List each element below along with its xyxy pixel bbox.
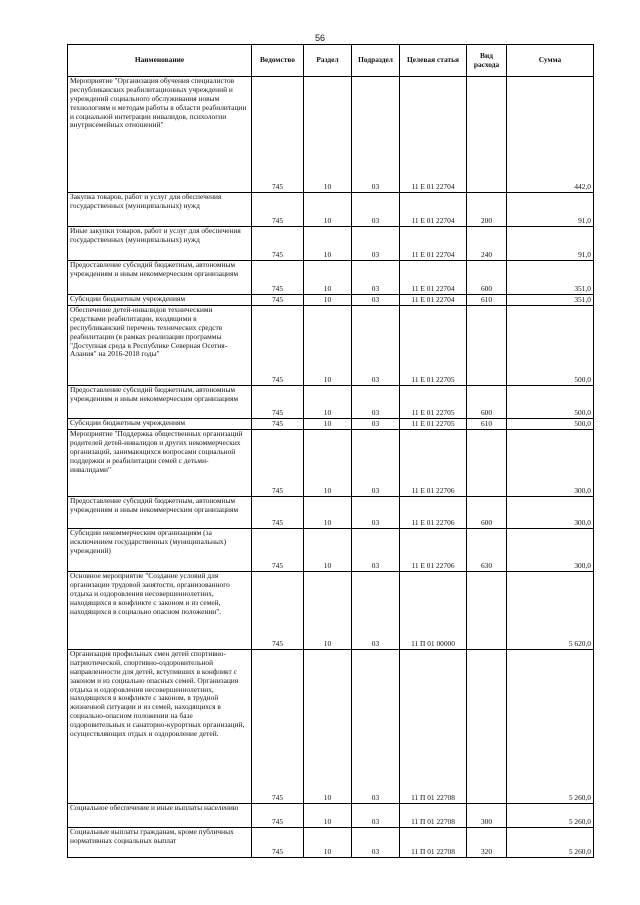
row-expense-type: [467, 306, 507, 386]
table-row: [68, 804, 594, 828]
row-department: 745: [252, 497, 304, 529]
row-section: 10: [304, 193, 352, 227]
row-amount: 500,0: [507, 386, 594, 419]
row-section: 10: [304, 430, 352, 497]
row-department: 745: [252, 306, 304, 386]
row-name: Социальные выплаты гражданам, кроме публичных нормативных социальных выплат: [68, 828, 252, 858]
row-target-article: 11 П 01 22708: [400, 650, 467, 804]
row-department: 745: [252, 650, 304, 804]
row-expense-type: [467, 430, 507, 497]
table-row: [68, 193, 594, 227]
table-row: [68, 430, 594, 497]
row-name: Предоставление субсидий бюджетным, автономным учреждениям и иным некоммерческим организациям: [68, 386, 252, 419]
row-name: Основное мероприятие "Создание условий для организации трудовой занятости, организованного отдыха и оздоровления несовершеннолетних, находящихся в конфликте с законом и из семей, находящихся в социально опасном положении".: [68, 572, 252, 650]
table-row: [68, 650, 594, 804]
row-section: 10: [304, 306, 352, 386]
row-amount: 300,0: [507, 497, 594, 529]
row-subsection: 03: [352, 193, 400, 227]
row-amount: 351,0: [507, 261, 594, 295]
row-subsection: 03: [352, 419, 400, 430]
row-subsection: 03: [352, 77, 400, 193]
table-row: [68, 77, 594, 193]
row-amount: 5 260,0: [507, 828, 594, 858]
row-target-article: 11 Е 01 22704: [400, 295, 467, 306]
row-name: Субсидии бюджетным учреждениям: [68, 419, 252, 430]
row-subsection: 03: [352, 572, 400, 650]
header-amount: Сумма: [507, 45, 594, 77]
table-row: [68, 306, 594, 386]
table-row: [68, 497, 594, 529]
row-target-article: 11 Е 01 22706: [400, 529, 467, 572]
row-section: 10: [304, 828, 352, 858]
row-department: 745: [252, 430, 304, 497]
row-amount: 500,0: [507, 306, 594, 386]
row-amount: 500,0: [507, 419, 594, 430]
table-row: [68, 295, 594, 306]
table-row: [68, 529, 594, 572]
row-target-article: 11 Е 01 22704: [400, 193, 467, 227]
header-section: Раздел: [304, 45, 352, 77]
row-subsection: 03: [352, 430, 400, 497]
page-number: 56: [314, 33, 325, 43]
row-section: 10: [304, 572, 352, 650]
row-target-article: 11 Е 01 22705: [400, 419, 467, 430]
row-section: 10: [304, 419, 352, 430]
row-department: 745: [252, 529, 304, 572]
row-department: 745: [252, 193, 304, 227]
row-subsection: 03: [352, 497, 400, 529]
row-section: 10: [304, 804, 352, 828]
row-target-article: 11 П 01 22708: [400, 804, 467, 828]
row-target-article: 11 Е 01 22705: [400, 386, 467, 419]
table-row: [68, 828, 594, 858]
row-department: 745: [252, 804, 304, 828]
row-target-article: 11 Е 01 22706: [400, 497, 467, 529]
row-name: Мероприятие "Организация обучения специалистов республиканских реабилитационных учреждений и учреждений социального обслуживания новым технологиям и методам работы в области реабилитации и социальной интеграции инвалидов, психологии внутрисемейных отношений": [68, 77, 252, 193]
table-row: [68, 261, 594, 295]
header-target-article: Целевая статья: [400, 45, 467, 77]
row-subsection: 03: [352, 828, 400, 858]
row-name: Обеспечение детей-инвалидов техническими средствами реабилитации, входящими в республиканский перечень технических средств реабилитации (в рамках реализации программы "Доступная среда в Республике Северная Осетия-Алания" на 2016-2018 годы": [68, 306, 252, 386]
budget-table: [67, 44, 594, 858]
row-subsection: 03: [352, 386, 400, 419]
row-section: 10: [304, 295, 352, 306]
row-name: Социальное обеспечение и иные выплаты населению: [68, 804, 252, 828]
row-target-article: 11 Е 01 22704: [400, 227, 467, 261]
row-target-article: 11 П 01 22708: [400, 828, 467, 858]
row-name: Субсидии некоммерческим организациям (за исключением государственных (муниципальных) учреждений): [68, 529, 252, 572]
row-name: Иные закупки товаров, работ и услуг для обеспечения государственных (муниципальных) нужд: [68, 227, 252, 261]
row-department: 745: [252, 386, 304, 419]
row-expense-type: 300: [467, 804, 507, 828]
table-row: [68, 386, 594, 419]
row-expense-type: 610: [467, 295, 507, 306]
row-section: 10: [304, 650, 352, 804]
row-expense-type: 240: [467, 227, 507, 261]
row-department: 745: [252, 419, 304, 430]
row-expense-type: 600: [467, 261, 507, 295]
row-expense-type: 200: [467, 193, 507, 227]
row-expense-type: 600: [467, 386, 507, 419]
header-name: Наименование: [68, 45, 252, 77]
row-section: 10: [304, 261, 352, 295]
row-subsection: 03: [352, 804, 400, 828]
header-subsection: Подраздел: [352, 45, 400, 77]
row-name: Предоставление субсидий бюджетным, автономным учреждениям и иным некоммерческим организациям: [68, 261, 252, 295]
row-amount: 5 260,0: [507, 650, 594, 804]
row-target-article: 11 Е 01 22705: [400, 306, 467, 386]
row-department: 745: [252, 261, 304, 295]
table-row: [68, 227, 594, 261]
row-amount: 5 260,0: [507, 804, 594, 828]
row-amount: 91,0: [507, 193, 594, 227]
row-amount: 91,0: [507, 227, 594, 261]
row-subsection: 03: [352, 650, 400, 804]
row-amount: 5 620,0: [507, 572, 594, 650]
row-name: Мероприятие "Поддержка общественных организаций родителей детей-инвалидов и других некоммерческих организаций, занимающихся вопросами социальной поддержки и реабилитации семей с детьми-инвалидами": [68, 430, 252, 497]
row-department: 745: [252, 227, 304, 261]
row-expense-type: 630: [467, 529, 507, 572]
table-row: [68, 419, 594, 430]
table-header-row: [68, 45, 594, 77]
row-subsection: 03: [352, 306, 400, 386]
row-target-article: 11 Е 01 22704: [400, 261, 467, 295]
row-expense-type: 610: [467, 419, 507, 430]
row-expense-type: 600: [467, 497, 507, 529]
row-expense-type: [467, 650, 507, 804]
row-target-article: 11 П 01 00000: [400, 572, 467, 650]
table-row: [68, 572, 594, 650]
row-subsection: 03: [352, 295, 400, 306]
row-section: 10: [304, 227, 352, 261]
row-target-article: 11 Е 01 22704: [400, 77, 467, 193]
row-name: Субсидии бюджетным учреждениям: [68, 295, 252, 306]
header-department: Ведомство: [252, 45, 304, 77]
row-subsection: 03: [352, 529, 400, 572]
row-amount: 300,0: [507, 529, 594, 572]
row-amount: 442,0: [507, 77, 594, 193]
row-subsection: 03: [352, 227, 400, 261]
row-section: 10: [304, 497, 352, 529]
row-expense-type: [467, 572, 507, 650]
header-expense-type: Вид расхода: [467, 45, 507, 77]
row-department: 745: [252, 828, 304, 858]
row-section: 10: [304, 77, 352, 193]
row-name: Предоставление субсидий бюджетным, автономным учреждениям и иным некоммерческим организациям: [68, 497, 252, 529]
row-name: Закупка товаров, работ и услуг для обеспечения государственных (муниципальных) нужд: [68, 193, 252, 227]
row-expense-type: 320: [467, 828, 507, 858]
row-department: 745: [252, 77, 304, 193]
row-amount: 351,0: [507, 295, 594, 306]
row-target-article: 11 Е 01 22706: [400, 430, 467, 497]
row-expense-type: [467, 77, 507, 193]
row-amount: 300,0: [507, 430, 594, 497]
row-subsection: 03: [352, 261, 400, 295]
row-name: Организация профильных смен детей спортивно-патриотической, спортивно-оздоровительной направленности для детей, вступивших в конфликт с законом и из социально опасных семей. Организация отдыха и оздоровления несовершеннолетних, находящихся в конфликте с законом, в трудной жизненной ситуации и из семей, находящихся в социально-опасном положении на базе оздоровительных и санаторно-курортных организаций, осуществляющих отдых и оздоровление детей.: [68, 650, 252, 804]
row-department: 745: [252, 572, 304, 650]
row-section: 10: [304, 386, 352, 419]
row-department: 745: [252, 295, 304, 306]
row-section: 10: [304, 529, 352, 572]
